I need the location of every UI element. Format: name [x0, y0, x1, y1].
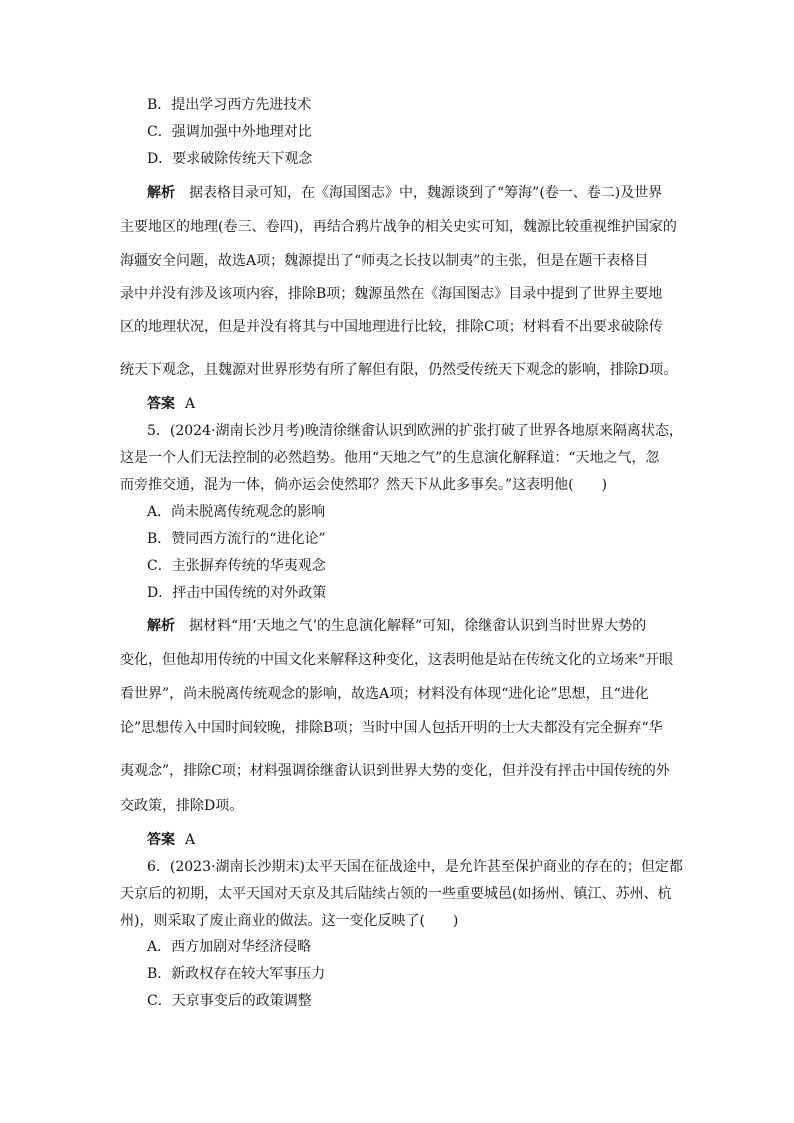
q5-analysis-line-2: 变化，但他却用传统的中国文化来解释这种变化，这表明他是站在传统文化的立场来“开眼 [120, 652, 674, 668]
q4-analysis-line-5: 区的地理状况，但是并没有将其与中国地理进行比较，排除C项；材料看不出要求破除传 [120, 319, 663, 335]
q6-option-c: C．天京事变后的政策调整 [147, 993, 312, 1009]
q5-option-c: C．主张摒弃传统的华夷观念 [147, 558, 326, 574]
q5-answer-label: 答案 [147, 832, 175, 848]
q4-answer-value: A [185, 396, 196, 412]
q5-answer [147, 831, 195, 849]
q6-stem-line-2: 天京后的初期，太平天国对天京及其后陆续占领的一些重要城邑(如扬州、镇江、苏州、杭 [120, 886, 672, 902]
q5-analysis-line-5: 夷观念”，排除C项；材料强调徐继畬认识到世界大势的变化，但并没有抨击中国传统的外 [120, 763, 670, 779]
q6-stem-line-3: 州)，则采取了废止商业的做法。这一变化反映了( ) [120, 913, 459, 929]
q5-analysis-line-4: 论”思想传入中国时间较晚，排除B项；当时中国人包括开明的士大夫都没有完全摒弃“华 [120, 720, 663, 736]
q5-analysis-line-6: 交政策，排除D项。 [120, 798, 244, 814]
q4-analysis-line-4: 录中并没有涉及该项内容，排除B项；魏源虽然在《海国图志》目录中提到了世界主要地 [120, 286, 663, 302]
q5-option-b: B．赞同西方流行的“进化论” [147, 531, 326, 547]
q5-stem-line-2: 这是一个人们无法控制的必然趋势。他用“天地之气”的生息演化解释道：“天地之气，忽 [120, 450, 660, 466]
q6-stem-line-1: 6．(2023·湖南长沙期末)太平天国在征战途中，是允许甚至保护商业的存在的；但定都 [147, 859, 683, 875]
q5-answer-value: A [185, 832, 196, 848]
q5-stem-line-1: 5．(2024·湖南长沙月考)晚清徐继畬认识到欧洲的扩张打破了世界各地原来隔离状态， [147, 423, 683, 439]
q5-option-a: A．尚未脱离传统观念的影响 [147, 504, 326, 520]
q4-answer-label: 答案 [147, 396, 175, 412]
q4-option-b: B．提出学习西方先进技术 [147, 97, 312, 113]
q4-analysis-line-6: 统天下观念，且魏源对世界形势有所了解但有限，仍然受传统天下观念的影响，排除D项。 [120, 362, 678, 378]
q5-analysis-line-3: 看世界”，尚未脱离传统观念的影响，故选A项；材料没有体现“进化论”思想，且“进化 [120, 686, 649, 702]
q4-option-c: C．强调加强中外地理对比 [147, 124, 312, 140]
q4-answer [147, 395, 195, 413]
q4-analysis-line-3: 海疆安全问题，故选A项；魏源提出了“师夷之长技以制夷”的主张，但是在题干表格目 [120, 253, 649, 269]
q6-option-b: B．新政权存在较大军事压力 [147, 966, 326, 982]
q5-analysis-line-1: 解析 据材料“用‘天地之气’的生息演化解释”可知，徐继畬认识到当时世界大势的 [147, 618, 647, 634]
q4-analysis-line-2: 主要地区的地理(卷三、卷四)，再结合鸦片战争的相关史实可知，魏源比较重视维护国家的 [120, 219, 677, 235]
q6-option-a: A．西方加剧对华经济侵略 [147, 939, 312, 955]
q4-option-d: D．要求破除传统天下观念 [147, 151, 313, 167]
q5-analysis-label: 解析 [147, 618, 175, 634]
q5-option-d: D．抨击中国传统的对外政策 [147, 585, 327, 601]
q4-analysis-line-1: 解析 据表格目录可知，在《海国图志》中，魏源谈到了“筹海”(卷一、卷二)及世界 [147, 185, 663, 201]
q4-analysis-label: 解析 [147, 185, 175, 201]
q5-stem-line-3: 而旁推交通，混为一体，倘亦运会使然耶？然天下从此多事矣。”这表明他( ) [120, 477, 608, 493]
